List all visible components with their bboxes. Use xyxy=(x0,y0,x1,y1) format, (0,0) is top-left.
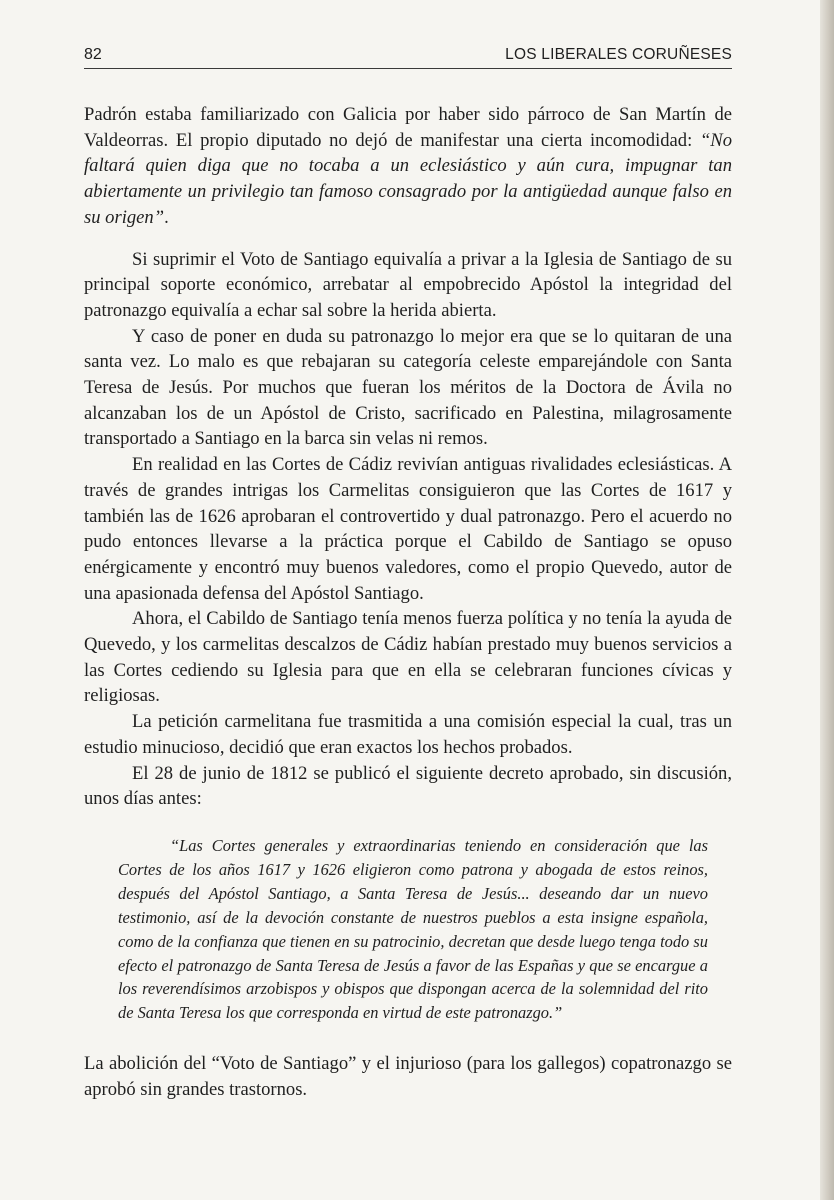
page-body xyxy=(84,102,732,1103)
paragraph-1-text: Padrón estaba familiarizado con Galicia por haber sido párroco de San Martín de Valdeorras. El propio diputado no dejó de manifestar una cierta incomodidad: xyxy=(84,104,732,151)
paragraph-4: En realidad en las Cortes de Cádiz revivían antiguas rivalidades eclesiásticas. A través de grandes intrigas los Carmelitas consiguieron que las Cortes de 1617 y también las de 1626 aprobaran el controvertido y dual patronazgo. Pero el acuerdo no pudo entonces llevarse a la práctica porque el Cabildo de Santiago se opuso enérgicamente y encontró muy buenos valedores, como el propio Quevedo, autor de una apasionada defensa del Apóstol Santiago. xyxy=(84,454,732,604)
decree-blockquote xyxy=(118,834,708,1025)
paragraph-5: Ahora, el Cabildo de Santiago tenía menos fuerza política y no tenía la ayuda de Quevedo, y los carmelitas descalzos de Cádiz habían prestado muy buenos servicios a las Cortes cediendo su Iglesia para que en ella se celebraran funciones cívicas y religiosas. xyxy=(84,608,732,707)
paragraph-7: El 28 de junio de 1812 se publicó el siguiente decreto aprobado, sin discusión, unos días antes: xyxy=(84,762,732,810)
running-head: LOS LIBERALES CORUÑESES xyxy=(505,46,732,63)
paragraph-8: La abolición del “Voto de Santiago” y el injurioso (para los gallegos) copatronazgo se aprobó sin grandes trastornos. xyxy=(84,1053,732,1100)
paragraph-2: Si suprimir el Voto de Santiago equivalía a privar a la Iglesia de Santiago de su principal soporte económico, arrebatar al empobrecido Apóstol la integridad del patronazgo equivalía a echar sal sobre la herida abierta. xyxy=(84,248,732,321)
paragraph-1 xyxy=(84,102,732,231)
page-number: 82 xyxy=(84,46,102,63)
paragraph-3: Y caso de poner en duda su patronazgo lo mejor era que se lo quitaran de una santa vez. Lo malo es que rebajaran su categoría celeste emparejándole con Santa Teresa de Jesús. Por muchos que fueran los méritos de la Doctora de Ávila no alcanzaban los de un Apóstol de Cristo, sacrificado en Palestina, milagrosamente transportado a Santiago en la barca sin velas ni remos. xyxy=(84,325,732,450)
page-header xyxy=(84,42,732,69)
paragraph-1-end: . xyxy=(164,206,169,228)
paragraph-6: La petición carmelitana fue trasmitida a una comisión especial la cual, tras un estudio minucioso, decidió que eran exactos los hechos probados. xyxy=(84,711,732,758)
paragraph-1-quote: “No faltará quien diga que no tocaba a un eclesiástico y aún cura, impugnar tan abiertamente un privilegio tan famoso consagrado por la antigüedad aunque falso en su origen” xyxy=(84,129,732,228)
page-edge-shadow xyxy=(820,0,834,1200)
decree-quote-text: “Las Cortes generales y extraordinarias teniendo en consideración que las Cortes de los años 1617 y 1626 eligieron como patrona y abogada de estos reinos, después del Apóstol Santiago, a Santa Teresa de Jesús... deseando dar un nuevo testimonio, así de la devoción constante de nuestros pueblos a esta insigne española, como de la confianza que tienen en su patrocinio, decretan que desde luego tenga todo su efecto el patronazgo de Santa Teresa de Jesús a favor de las Españas y que se encargue a los reverendísimos arzobispos y obispos que dispongan acerca de la solemnidad del rito de Santa Teresa los que corresponda en virtud de este patronazgo.” xyxy=(118,835,708,1023)
